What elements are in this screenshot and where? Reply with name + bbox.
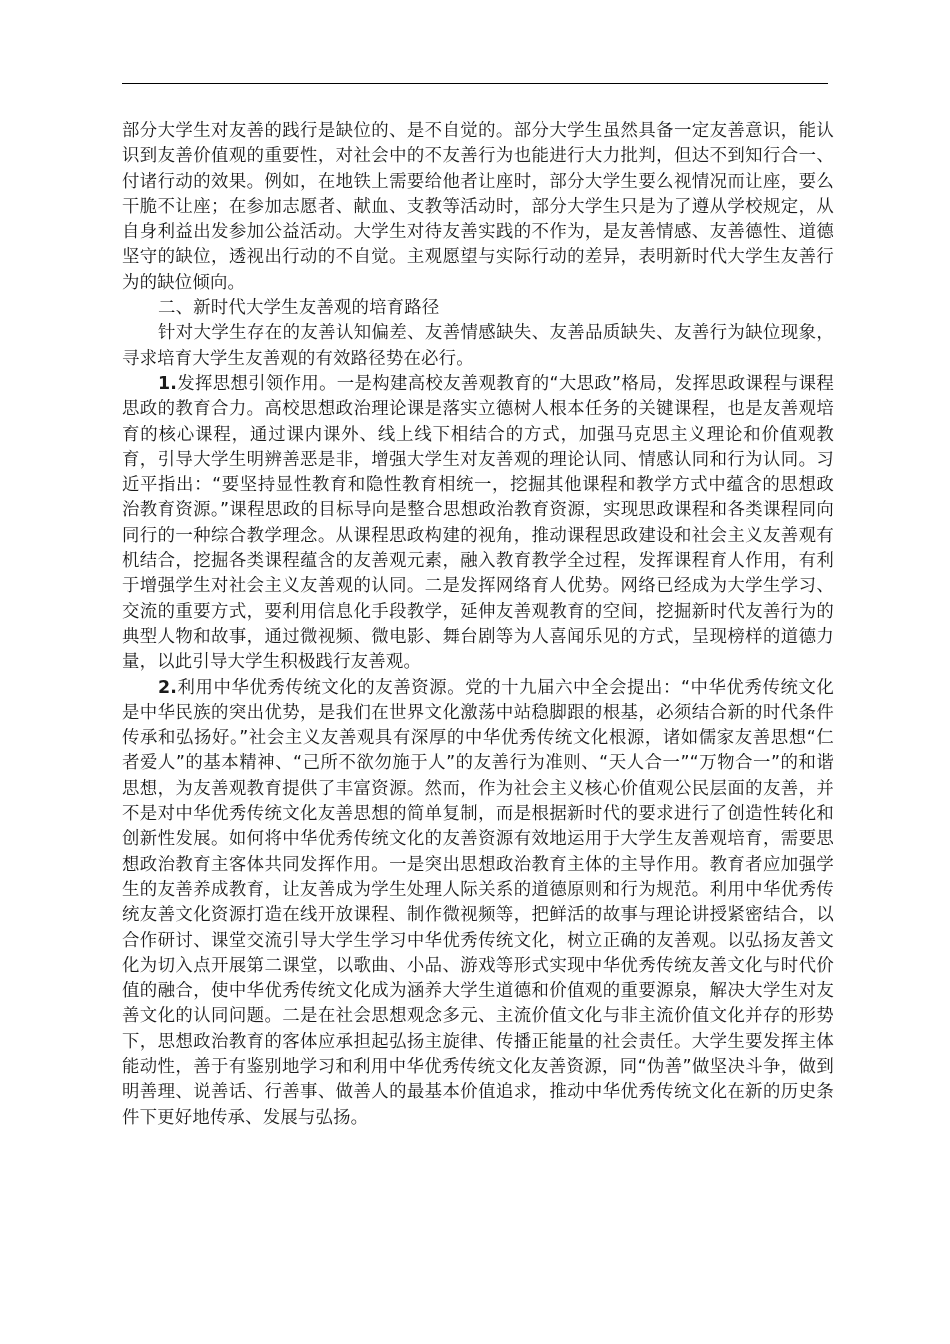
document-body (122, 119, 834, 1131)
paragraph-intro (122, 321, 834, 372)
paragraph-practice-absence (122, 119, 834, 296)
paragraph-point-2 (122, 676, 834, 1131)
section-heading (122, 296, 834, 321)
paragraph-text: 部分大学生对友善的践行是缺位的、是不自觉的。部分大学生虽然具备一定友善意识，能认识到友善价值观的重要性，对社会中的不友善行为也能进行大力批判，但达不到知行合一、付诸行动的效果。例如，在地铁上需要给他者让座时，部分大学生要么视情况而让座，要么干脆不让座；在参加志愿者、献血、支教等活动时，部分大学生只是为了遵从学校规定，从自身利益出发参加公益活动。大学生对待友善实践的不作为，是友善情感、友善德性、道德坚守的缺位，透视出行动的不自觉。主观愿望与实际行动的差异，表明新时代大学生友善行为的缺位倾向。 (122, 121, 834, 293)
section-heading-text: 二、新时代大学生友善观的培育路径 (158, 298, 440, 319)
header-rule (122, 83, 828, 84)
paragraph-point-1 (122, 372, 834, 676)
paragraph-text: 针对大学生存在的友善认知偏差、友善情感缺失、友善品质缺失、友善行为缺位现象，寻求培育大学生友善观的有效路径势在必行。 (122, 323, 834, 369)
paragraph-text: 发挥思想引领作用。一是构建高校友善观教育的“大思政”格局，发挥思政课程与课程思政的教育合力。高校思想政治理论课是落实立德树人根本任务的关键课程，也是友善观培育的核心课程，通过课内课外、线上线下相结合的方式，加强马克思主义理论和价值观教育，引导大学生明辨善恶是非，增强大学生对友善观的理论认同、情感认同和行为认同。习近平指出：“要坚持显性教育和隐性教育相统一，挖掘其他课程和教学方式中蕴含的思想政治教育资源。”课程思政的目标导向是整合思想政治教育资源，实现思政课程和各类课程同向同行的一种综合教学理念。从课程思政构建的视角，推动课程思政建设和社会主义友善观有机结合，挖掘各类课程蕴含的友善观元素，融入教育教学全过程，发挥课程育人作用，有利于增强学生对社会主义友善观的认同。二是发挥网络育人优势。网络已经成为大学生学习、交流的重要方式，要利用信息化手段教学，延伸友善观教育的空间，挖掘新时代友善行为的典型人物和故事，通过微视频、微电影、舞台剧等为人喜闻乐见的方式，呈现榜样的道德力量，以此引导大学生积极践行友善观。 (122, 373, 834, 673)
paragraph-text: 利用中华优秀传统文化的友善资源。党的十九届六中全会提出：“中华优秀传统文化是中华民族的突出优势，是我们在世界文化激荡中站稳脚跟的根基，必须结合新的时代条件传承和弘扬好。”社会主义友善观具有深厚的中华优秀传统文化根源，诸如儒家友善思想“仁者爱人”的基本精神、“己所不欲勿施于人”的友善行为准则、“天人合一”“万物合一”的和谐思想，为友善观教育提供了丰富资源。然而，作为社会主义核心价值观公民层面的友善，并不是对中华优秀传统文化友善思想的简单复制，而是根据新时代的要求进行了创造性转化和创新性发展。如何将中华优秀传统文化的友善资源有效地运用于大学生友善观培育，需要思想政治教育主客体共同发挥作用。一是突出思想政治教育主体的主导作用。教育者应加强学生的友善养成教育，让友善成为学生处理人际关系的道德原则和行为规范。利用中华优秀传统友善文化资源打造在线开放课程、制作微视频等，把鲜活的故事与理论讲授紧密结合，以合作研讨、课堂交流引导大学生学习中华优秀传统文化，树立正确的友善观。以弘扬友善文化为切入点开展第二课堂，以歌曲、小品、游戏等形式实现中华优秀传统友善文化与时代价值的融合，使中华优秀传统文化成为涵养大学生道德和价值观的重要源泉，解决大学生对友善文化的认同问题。二是在社会思想观念多元、主流价值文化与非主流价值文化并存的形势下，思想政治教育的客体应承担起弘扬主旋律、传播正能量的社会责任。大学生要发挥主体能动性，善于有鉴别地学习和利用中华优秀传统文化友善资源，同“伪善”做坚决斗争，做到明善理、说善话、行善事、做善人的最基本价值追求，推动中华优秀传统文化在新的历史条件下更好地传承、发展与弘扬。 (122, 677, 834, 1128)
point-number: 2. (158, 677, 178, 698)
point-number: 1. (158, 373, 178, 394)
